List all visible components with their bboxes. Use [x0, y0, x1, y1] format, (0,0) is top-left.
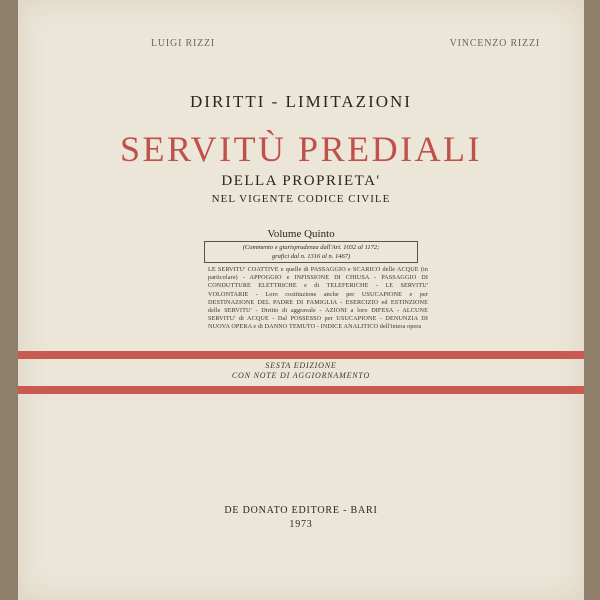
volume-scope-line-2: grafici dal n. 1316 al n. 1467) — [271, 253, 351, 260]
edition-line-1: SESTA EDIZIONE — [265, 361, 337, 370]
volume-scope-line-1: (Commento e giurisprudenza dall'Art. 1032 al 1172; — [242, 244, 380, 251]
red-band-bottom — [18, 386, 584, 394]
title-line-3: DELLA PROPRIETA' — [221, 173, 381, 189]
author-right: VINCENZO RIZZI — [449, 38, 540, 49]
contents-summary — [208, 266, 428, 332]
publication-year: 1973 — [289, 519, 313, 530]
edition-note — [18, 361, 584, 381]
volume-label: Volume Quinto — [267, 228, 335, 240]
contents-text: LE SERVITU' COATTIVE e quelle di PASSAGGIO e SCARICO delle ACQUE (in particolare) - APPOGGIO e INFISSIONE DI CHIUSA - PASSAGGIO DI CONDUTTURE ELETTRICHE e di TELEFERICHE - LE SERVITU' VOLONTARIE - Loro costituzione anche per USUCAPIONE e per DESTINAZIONE DEL PADRE DI FAMIGLIA - ESERCIZIO ed ESTINZIONE delle SERVITU' - Diritto di aggravale - AZIONI a loro DIFESA - ALCUNE SERVITU' di ACQUE - Dal POSSESSO per USUCAPIONE - DENUNZIA DI NUOVA OPERA e di DANNO TEMUTO - INDICE ANALITICO dell'intera opera — [208, 266, 428, 331]
author-left: LUIGI RIZZI — [151, 38, 216, 49]
volume-scope-box — [204, 241, 418, 263]
red-band-top — [18, 351, 584, 359]
main-title: SERVITÙ PREDIALI — [119, 129, 483, 169]
publisher-name: DE DONATO EDITORE - BARI — [224, 505, 378, 516]
edition-line-2: CON NOTE DI AGGIORNAMENTO — [231, 371, 371, 380]
title-line-4: NEL VIGENTE CODICE CIVILE — [211, 193, 391, 205]
title-line-1: DIRITTI - LIMITAZIONI — [190, 92, 412, 111]
book-cover — [18, 0, 584, 600]
